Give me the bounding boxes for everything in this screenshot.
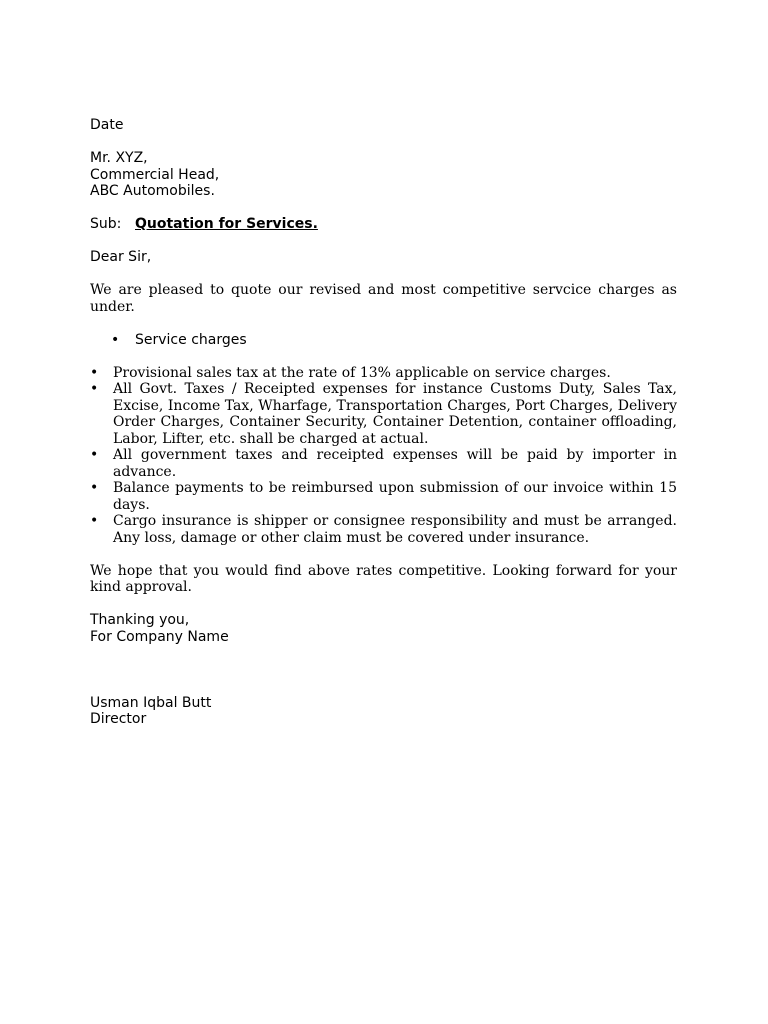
spacer [90, 134, 677, 151]
signatory-designation: Director [90, 711, 147, 727]
terms-item-text: All government taxes and receipted expenses will be paid by importer in advance. [113, 447, 677, 480]
date-line: Date [90, 117, 124, 133]
terms-list-item [90, 447, 677, 480]
spacer [90, 546, 677, 563]
recipient-company: ABC Automobiles. [90, 183, 215, 199]
spacer [90, 596, 677, 613]
recipient-block [90, 150, 677, 200]
spacer [90, 315, 677, 332]
terms-item-text: All Govt. Taxes / Receipted expenses for instance Customs Duty, Sales Tax, Excise, Income Tax, Wharfage, Transportation Charges, Port Charges, Delivery Order Charges, Container Security, Container Detention, container offloading, Labor, Lifter, etc. shall be charged at actual. [113, 381, 677, 447]
spacer [90, 348, 677, 365]
bullet-icon: • [90, 480, 99, 496]
spacer [90, 233, 677, 250]
terms-item-text: Balance payments to be reimbursed upon submission of our invoice within 15 days. [113, 480, 677, 513]
company-line: For Company Name [90, 628, 229, 645]
signatory-name: Usman Iqbal Butt [90, 694, 212, 711]
bullet-icon: • [90, 513, 99, 529]
salutation: Dear Sir, [90, 249, 152, 265]
recipient-name: Mr. XYZ, [90, 150, 148, 166]
letter-page [90, 117, 677, 728]
subject-label: Sub: [90, 216, 122, 232]
service-list-item [90, 332, 677, 349]
terms-item-text: Provisional sales tax at the rate of 13% applicable on service charges. [113, 364, 611, 381]
terms-item-text: Cargo insurance is shipper or consignee responsibility and must be arranged. Any loss, damage or other claim must be covered under insurance. [113, 513, 677, 546]
terms-list-item [90, 381, 677, 447]
subject-title: Quotation for Services. [135, 216, 318, 232]
sign-off: Thanking you, [90, 612, 190, 628]
terms-list-item [90, 480, 677, 513]
terms-list [90, 365, 677, 547]
subject-line [90, 216, 677, 233]
closing-paragraph: We hope that you would find above rates competitive. Looking forward for your kind approval. [90, 562, 677, 595]
bullet-icon: • [111, 331, 120, 348]
bullet-icon: • [90, 364, 99, 381]
terms-list-item [90, 513, 677, 546]
spacer [90, 200, 677, 217]
recipient-title: Commercial Head, [90, 166, 220, 183]
bullet-icon: • [90, 447, 99, 463]
service-item-label: Service charges [135, 331, 247, 348]
terms-list-item [90, 365, 677, 382]
signature-space [90, 645, 677, 695]
intro-paragraph: We are pleased to quote our revised and most competitive servcice charges as under. [90, 282, 677, 315]
bullet-icon: • [90, 381, 99, 397]
spacer [90, 266, 677, 283]
